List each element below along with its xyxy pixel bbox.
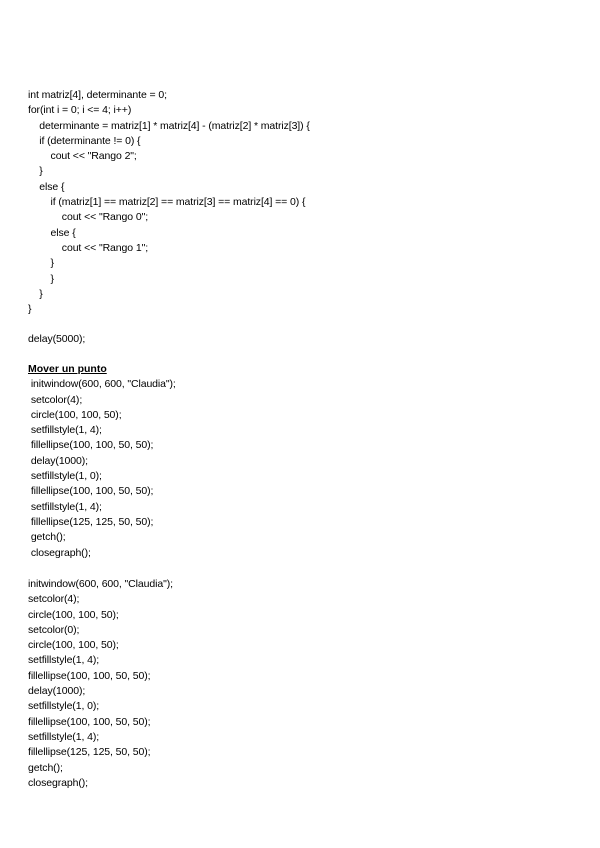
code-line: setfillstyle(1, 4);	[28, 500, 102, 513]
code-line: setfillstyle(1, 4);	[28, 424, 102, 437]
code-line: setfillstyle(1, 0);	[28, 470, 102, 483]
code-line: delay(1000);	[28, 454, 88, 467]
code-line: setfillstyle(1, 4);	[28, 730, 100, 743]
code-line: closegraph();	[28, 776, 88, 789]
code-line: }	[28, 287, 43, 300]
code-line: getch();	[28, 761, 63, 774]
code-line: }	[28, 165, 43, 178]
code-line: initwindow(600, 600, "Claudia");	[28, 378, 176, 391]
code-line: circle(100, 100, 50);	[28, 408, 122, 421]
delay-line: delay(5000);	[28, 333, 86, 345]
matrix-code-block	[28, 88, 588, 317]
code-line: int matriz[4], determinante = 0;	[28, 89, 167, 101]
code-line: initwindow(600, 600, "Claudia");	[28, 578, 173, 590]
code-line: determinante = matriz[1] * matriz[4] - (matriz[2] * matriz[3]) {	[28, 119, 310, 132]
code-line: fillellipse(100, 100, 50, 50);	[28, 669, 151, 682]
code-line: setfillstyle(1, 0);	[28, 700, 100, 713]
code-line: setcolor(0);	[28, 623, 80, 636]
section-heading: Mover un punto	[28, 363, 107, 375]
code-line: }	[28, 303, 32, 316]
code-line: circle(100, 100, 50);	[28, 608, 119, 621]
code-line: for(int i = 0; i <= 4; i++)	[28, 104, 132, 117]
code-line: if (matriz[1] == matriz[2] == matriz[3] == matriz[4] == 0) {	[28, 196, 306, 209]
code-line: getch();	[28, 531, 66, 544]
code-line: circle(100, 100, 50);	[28, 639, 119, 652]
code-line: fillellipse(100, 100, 50, 50);	[28, 715, 151, 728]
code-line: }	[28, 257, 54, 270]
code-line: setcolor(4);	[28, 393, 83, 406]
code-line: setcolor(4);	[28, 593, 80, 606]
code-line: fillellipse(125, 125, 50, 50);	[28, 746, 151, 759]
mover-section	[28, 362, 588, 561]
code-line: else {	[28, 226, 76, 239]
code-line: fillellipse(100, 100, 50, 50);	[28, 439, 154, 452]
code-line: }	[28, 272, 54, 285]
code-line: cout << "Rango 1";	[28, 241, 149, 254]
code-line: cout << "Rango 2";	[28, 150, 137, 163]
second-code-block	[28, 577, 588, 791]
code-line: setfillstyle(1, 4);	[28, 654, 100, 667]
code-line: cout << "Rango 0";	[28, 211, 149, 224]
code-line: fillellipse(100, 100, 50, 50);	[28, 485, 154, 498]
code-line: else {	[28, 180, 65, 193]
code-line: closegraph();	[28, 546, 91, 559]
code-line: fillellipse(125, 125, 50, 50);	[28, 515, 154, 528]
code-line: delay(1000);	[28, 685, 86, 698]
code-line: if (determinante != 0) {	[28, 134, 141, 147]
delay-block	[28, 332, 588, 347]
